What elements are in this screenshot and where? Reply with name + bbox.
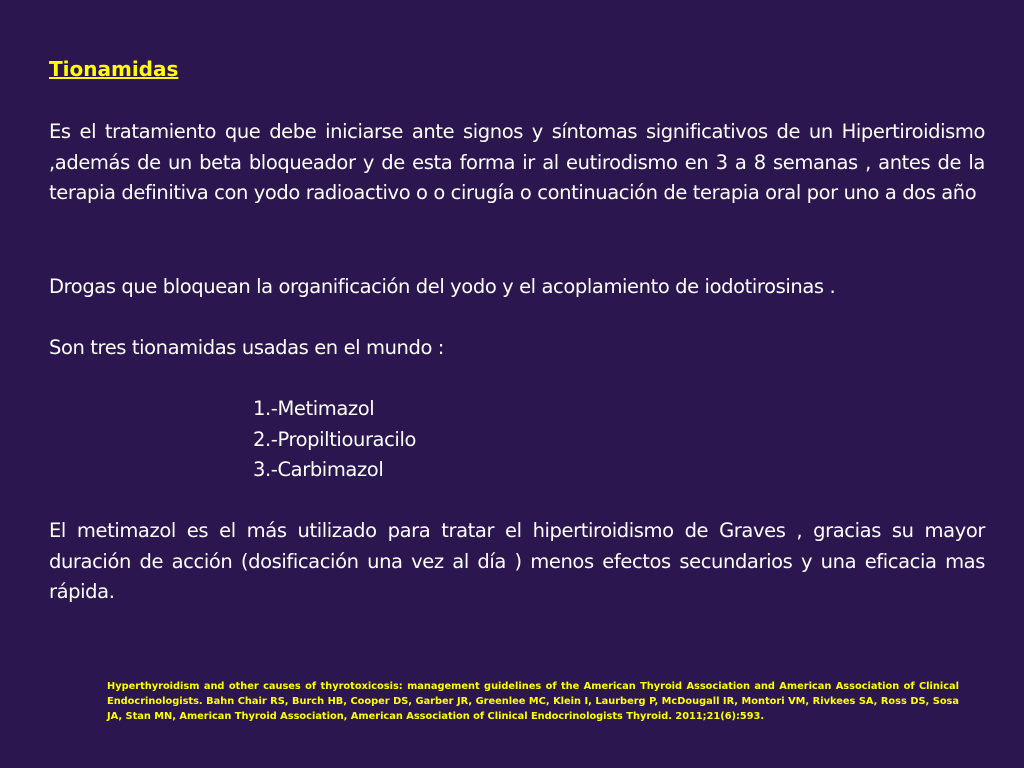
drug-list-item: 3.-Carbimazol [253, 458, 384, 481]
paragraph-three-thionamides: Son tres tionamidas usadas en el mundo : [49, 336, 444, 359]
paragraph-metimazol: El metimazol es el más utilizado para tratar el hipertiroidismo de Graves , gracias su mayor duración de acción (dosificación una vez al día ) menos efectos secundarios y una eficacia mas rápida. [49, 519, 985, 603]
paragraph-drugs-mechanism: Drogas que bloquean la organificación del yodo y el acoplamiento de iodotirosinas . [49, 275, 836, 298]
drug-list-item: 2.-Propiltiouracilo [253, 427, 416, 451]
drug-list [253, 394, 416, 486]
slide-title: Tionamidas [49, 57, 179, 81]
drug-list-item: 1.-Metimazol [253, 397, 375, 420]
reference-citation: Hyperthyroidism and other causes of thyrotoxicosis: management guidelines of the American Thyroid Association and American Association of Clinical Endocrinologists. Bahn Chair RS, Burch HB, Cooper DS, Garber JR, Greenlee MC, Klein I, Laurberg P, McDougall IR, Montori VM, Rivkees SA, Ross DS, Sosa JA, Stan MN, American Thyroid Association, American Association of Clinical Endocrinologists Thyroid. 2011;21(6):593. [107, 681, 959, 722]
paragraph-treatment: Es el tratamiento que debe iniciarse ante signos y síntomas significativos de un Hipertiroidismo ,además de un beta bloqueador y de esta forma ir al eutirodismo en 3 a 8 semanas , antes de la terapia definitiva con yodo radioactivo o o cirugía o continuación de terapia oral por uno a dos año [49, 120, 985, 204]
